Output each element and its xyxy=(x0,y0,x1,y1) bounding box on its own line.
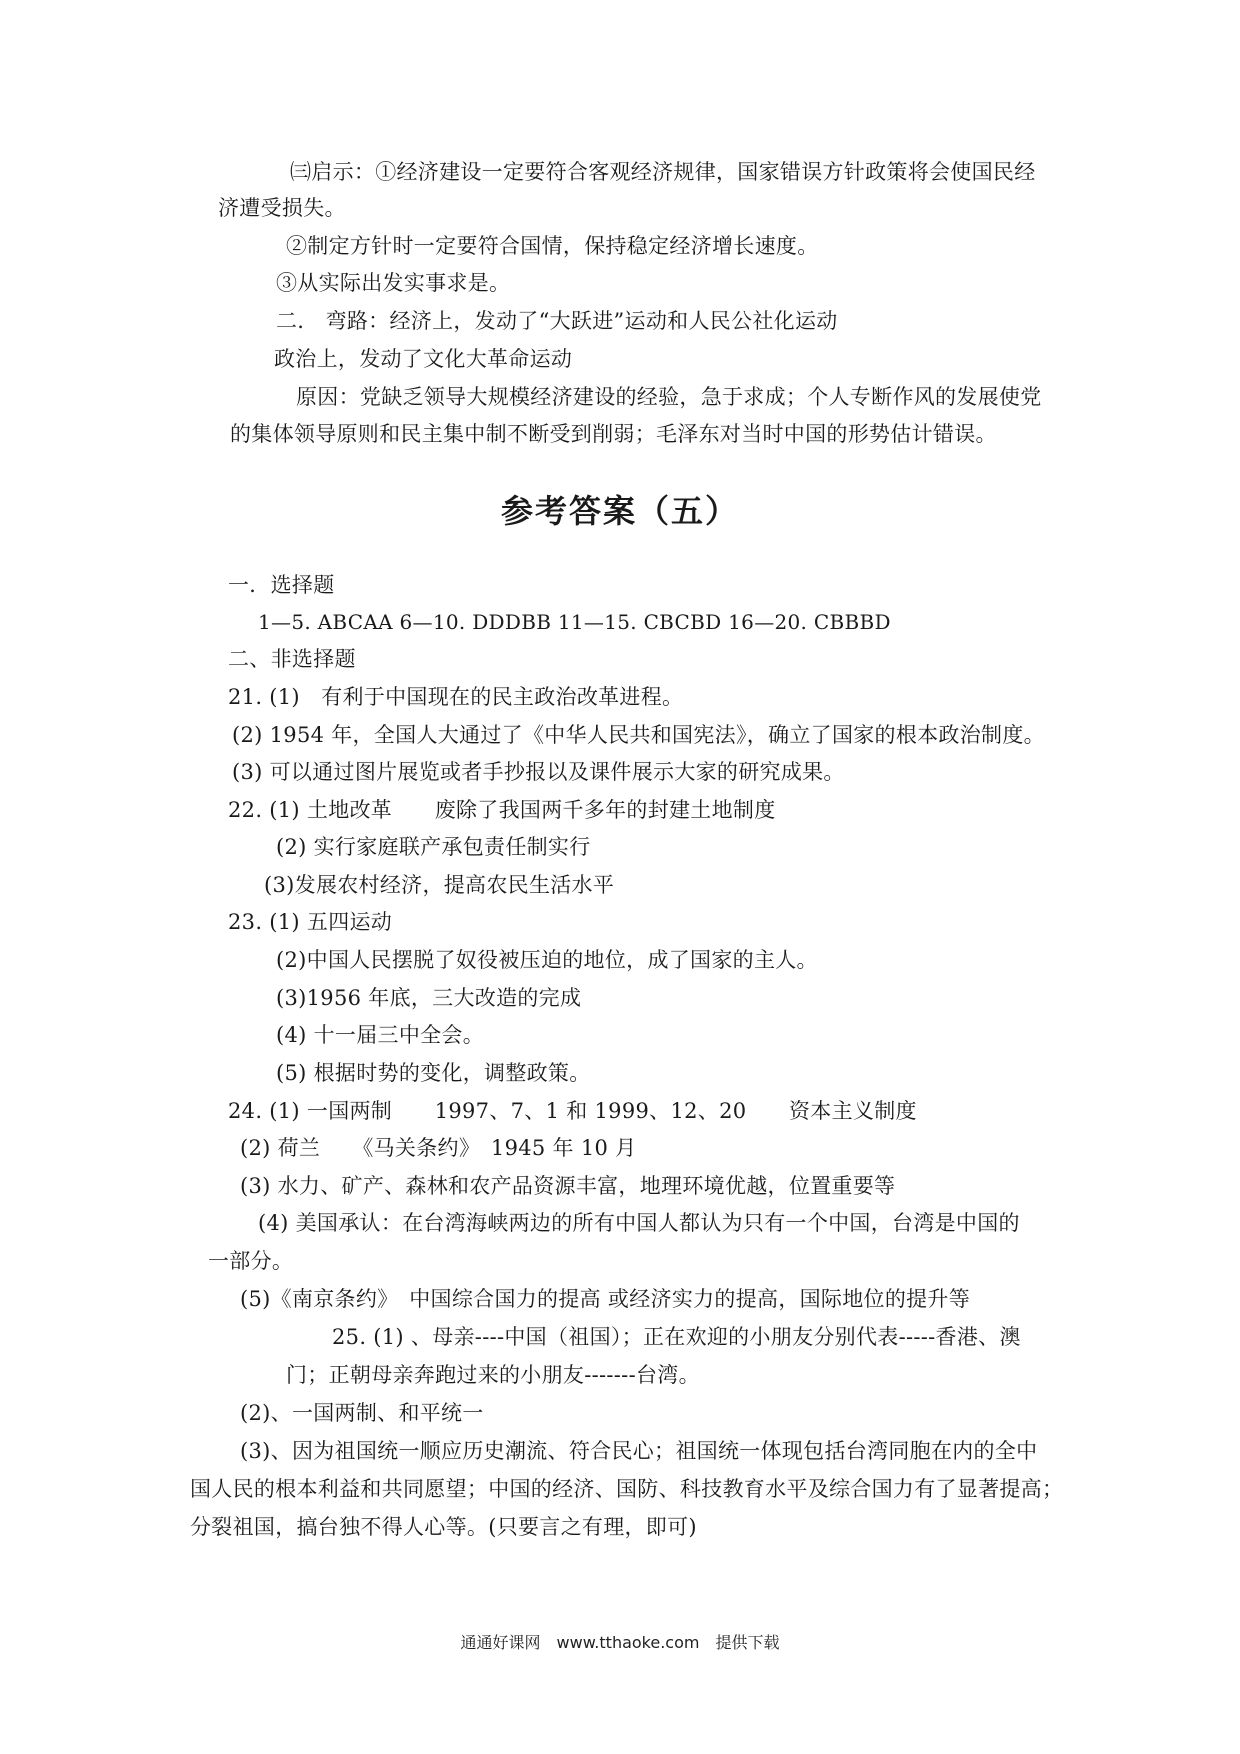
text-line: 二. 弯路：经济上，发动了“大跃进”运动和人民公社化运动 xyxy=(276,309,838,333)
text-line: (2) 1954 年，全国人大通过了《中华人民共和国宪法》，确立了国家的根本政治制度。 xyxy=(232,723,1045,747)
text-line: 政治上，发动了文化大革命运动 xyxy=(274,347,573,371)
text-line: (3)发展农村经济，提高农民生活水平 xyxy=(264,873,615,897)
text-line: 分裂祖国，搞台独不得人心等。(只要言之有理，即可) xyxy=(190,1515,697,1539)
footer-credit: 通通好课网 www.tthaoke.com 提供下载 xyxy=(460,1633,780,1652)
page-title: 参考答案（五） xyxy=(500,492,739,530)
text-line: 一部分。 xyxy=(208,1249,294,1273)
text-line: ㈢启示：①经济建设一定要符合客观经济规律，国家错误方针政策将会使国民经 xyxy=(290,160,1036,184)
text-line: ③从实际出发实事求是。 xyxy=(276,271,511,295)
text-line: (3)1956 年底，三大改造的完成 xyxy=(276,986,582,1010)
text-line: 22. (1) 土地改革 废除了我国两千多年的封建土地制度 xyxy=(228,798,776,822)
text-line: 的集体领导原则和民主集中制不断受到削弱；毛泽东对当时中国的形势估计错误。 xyxy=(230,422,997,446)
text-line: (3) 水力、矿产、森林和农产品资源丰富，地理环境优越，位置重要等 xyxy=(240,1174,896,1198)
text-line: (2)中国人民摆脱了奴役被压迫的地位，成了国家的主人。 xyxy=(276,948,818,972)
text-line: 原因：党缺乏领导大规模经济建设的经验，急于求成；个人专断作风的发展使党 xyxy=(296,385,1042,409)
section-heading: 二、非选择题 xyxy=(228,647,356,671)
text-line: 24. (1) 一国两制 1997、7、1 和 1999、12、20 资本主义制度 xyxy=(228,1099,917,1123)
text-line: 国人民的根本利益和共同愿望；中国的经济、国防、科技教育水平及综合国力有了显著提高； xyxy=(190,1477,1064,1501)
text-line: 21. (1) 有利于中国现在的民主政治改革进程。 xyxy=(228,685,684,709)
text-line: (5) 根据时势的变化，调整政策。 xyxy=(276,1061,591,1085)
text-line: (3) 可以通过图片展览或者手抄报以及课件展示大家的研究成果。 xyxy=(232,760,845,784)
section-heading: 一．选择题 xyxy=(228,573,335,597)
choice-answers: 1—5. ABCAA 6—10. DDDBB 11—15. CBCBD 16—20. CBBBD xyxy=(258,610,891,634)
text-line: 门；正朝母亲奔跑过来的小朋友-------台湾。 xyxy=(286,1363,700,1387)
text-line: (4) 美国承认：在台湾海峡两边的所有中国人都认为只有一个中国，台湾是中国的 xyxy=(258,1211,1020,1235)
text-line: (2)、一国两制、和平统一 xyxy=(240,1401,484,1425)
text-line: (3)、因为祖国统一顺应历史潮流、符合民心；祖国统一体现包括台湾同胞在内的全中 xyxy=(240,1439,1038,1463)
text-line: (2) 实行家庭联产承包责任制实行 xyxy=(276,835,591,859)
text-line: (2) 荷兰 《马关条约》 1945 年 10 月 xyxy=(240,1136,637,1160)
text-line: (5)《南京条约》 中国综合国力的提高 或经济实力的提高，国际地位的提升等 xyxy=(240,1287,971,1311)
text-line: (4) 十一届三中全会。 xyxy=(276,1023,485,1047)
text-line: 济遭受损失。 xyxy=(218,196,346,220)
text-line: 23. (1) 五四运动 xyxy=(228,910,393,934)
text-line: ②制定方针时一定要符合国情，保持稳定经济增长速度。 xyxy=(286,234,819,258)
text-line: 25. (1) 、母亲----中国（祖国）；正在欢迎的小朋友分别代表-----香港、澳 xyxy=(332,1325,1021,1349)
